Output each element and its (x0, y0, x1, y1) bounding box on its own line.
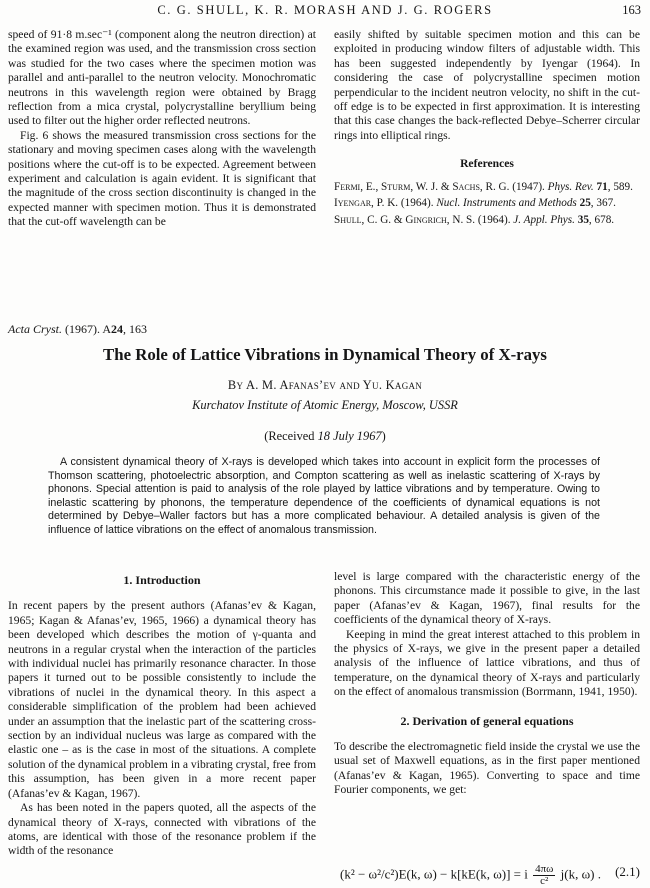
paragraph: speed of 91·8 m.sec⁻¹ (component along the neutron direction) at the examined region was used, and the transmission cross section was studied for the two cases where the specimen motion was parallel and anti-parallel to the neutron velocity. Monochromatic neutrons in this wavelength region were obtained by Bragg reflection from a mica crystal, polycrystalline beryllium being used to filter out the higher order reflected neutrons. (8, 28, 316, 128)
paragraph: level is large compared with the characteristic energy of the phonons. This circumstance made it possible to give, in the last paper (Afanas’ev & Kagan, 1967), final results for the coefficients of the dynamical theory of X-rays. (334, 570, 640, 627)
reference-item: Iyengar, P. K. (1964). Nucl. Instruments and Methods 25, 367. (334, 197, 616, 210)
page-number: 163 (622, 3, 641, 17)
reference-item: Shull, C. G. & Gingrich, N. S. (1964). J. Appl. Phys. 35, 678. (334, 213, 615, 226)
article-title: The Role of Lattice Vibrations in Dynamical Theory of X-rays (103, 345, 547, 364)
paragraph: In recent papers by the present authors (Afanas’ev & Kagan, 1965; Kagan & Afanas’ev, 1965, 1966) a dynamical theory has been developed which describes the motion of γ-quanta and neutrons in a regular crystal when the interaction of the particles with individual nuclei has primarily resonance character. In those papers it turned out to be possible consistently to include the vibrations of nuclei in the dynamical theory. In this aspect a considerable simplification of the problem had been achieved under an assumption that the inelastic part of the scattering cross-section by an individual nucleus was large as compared with the elastic one – as is the case in most of the situations. A complete solution of the dynamical problem in a vibrating crystal, free from this assumption, has been given in a more recent paper (Afanas’ev & Kagan, 1967). (8, 599, 316, 800)
references-heading: References (460, 157, 514, 171)
top-right-column (334, 28, 640, 230)
affiliation: Kurchatov Institute of Atomic Energy, Moscow, USSR (192, 398, 458, 412)
abstract: A consistent dynamical theory of X-rays is developed which takes into account in explicit form the processes of Thomson scattering, photoelectric absorption, and Compton scattering as well as inelastic scattering of X-rays by phonons. Special attention is paid to analysis of the role played by lattice vibrations and by temperature. Owing to inelastic scattering by phonons, the temperature dependence of the coefficients of dynamical equations is not determined by Debye–Waller factors but has a more complicated behaviour. A detailed analysis is given of the influence of lattice vibrations on the effect of anomalous transmission. (48, 456, 600, 536)
paragraph: Fig. 6 shows the measured transmission cross sections for the stationary and moving specimen cases along with the wavelength positions where the cut-off is to be expected. Agreement between experiment and calculation is again evident. It is significant that the magnitude of the cross section discontinuity is changed in the expected manner with specimen motion. Thus it is demonstrated that the cut-off wavelength can be (8, 128, 316, 229)
byline: By A. M. Afanas’ev and Yu. Kagan (227, 378, 423, 392)
right-body-column (334, 570, 640, 798)
reference-item: Fermi, E., Sturm, W. J. & Sachs, R. G. (1947). Phys. Rev. 71, 589. (334, 180, 633, 193)
references-list (334, 181, 640, 228)
left-body-column (8, 573, 316, 859)
top-left-column (8, 28, 316, 230)
citation-line: Acta Cryst. (1967). A24, 163 (8, 322, 148, 336)
paragraph: As has been noted in the papers quoted, all the aspects of the dynamical theory of X-rays, connected with vibrations of the atoms, are identical with those of the resonance problem if the width of the resonance (8, 801, 316, 858)
equation-number: (2.1) (615, 864, 640, 879)
section-heading: 1. Introduction (123, 573, 201, 587)
received-date: (Received 18 July 1967) (264, 429, 386, 443)
running-head-authors: C. G. SHULL, K. R. MORASH AND J. G. ROGERS (157, 3, 493, 17)
volume-number: 24 (111, 322, 124, 336)
journal-name: Acta Cryst. (8, 322, 62, 336)
paragraph: Keeping in mind the great interest attached to this problem in the physics of X-rays, we give in the present paper a detailed analysis of the influence of lattice vibrations, and thus of temperature, on the dynamical theory of X-rays and particularly on the effect of anomalous transmission (Borrmann, 1941, 1950). (334, 627, 640, 699)
equation-2-1 (334, 858, 640, 887)
paragraph: easily shifted by suitable specimen motion and this can be exploited in producing window filters of adjustable width. This has been suggested independently by Iyengar (1964). In considering the case of polycrystalline specimen motion perpendicular to the incident neutron velocity, no shift in the cut-off edge is to be expected in first approximation. It is interesting that this case changes the back-reflected Debye–Scherrer circular rings into elliptical rings. (334, 28, 640, 142)
running-head (0, 3, 650, 23)
equation-body: (k² − ω²/c²)E(k, ω) − k[kE(k, ω)] = i $\frac{4\pi\omega}{\text{c²}}$ j(k, ω) . (340, 863, 601, 887)
paragraph: To describe the electromagnetic field inside the crystal we use the usual set of Maxwell equations, as in the first paper mentioned (Afanas’ev & Kagan, 1965). Converting to space and time Fourier components, we get: (334, 740, 640, 797)
fraction: $\frac{4\pi\omega}{\text{c²}}$ (535, 863, 554, 887)
section-heading: 2. Derivation of general equations (400, 713, 574, 728)
